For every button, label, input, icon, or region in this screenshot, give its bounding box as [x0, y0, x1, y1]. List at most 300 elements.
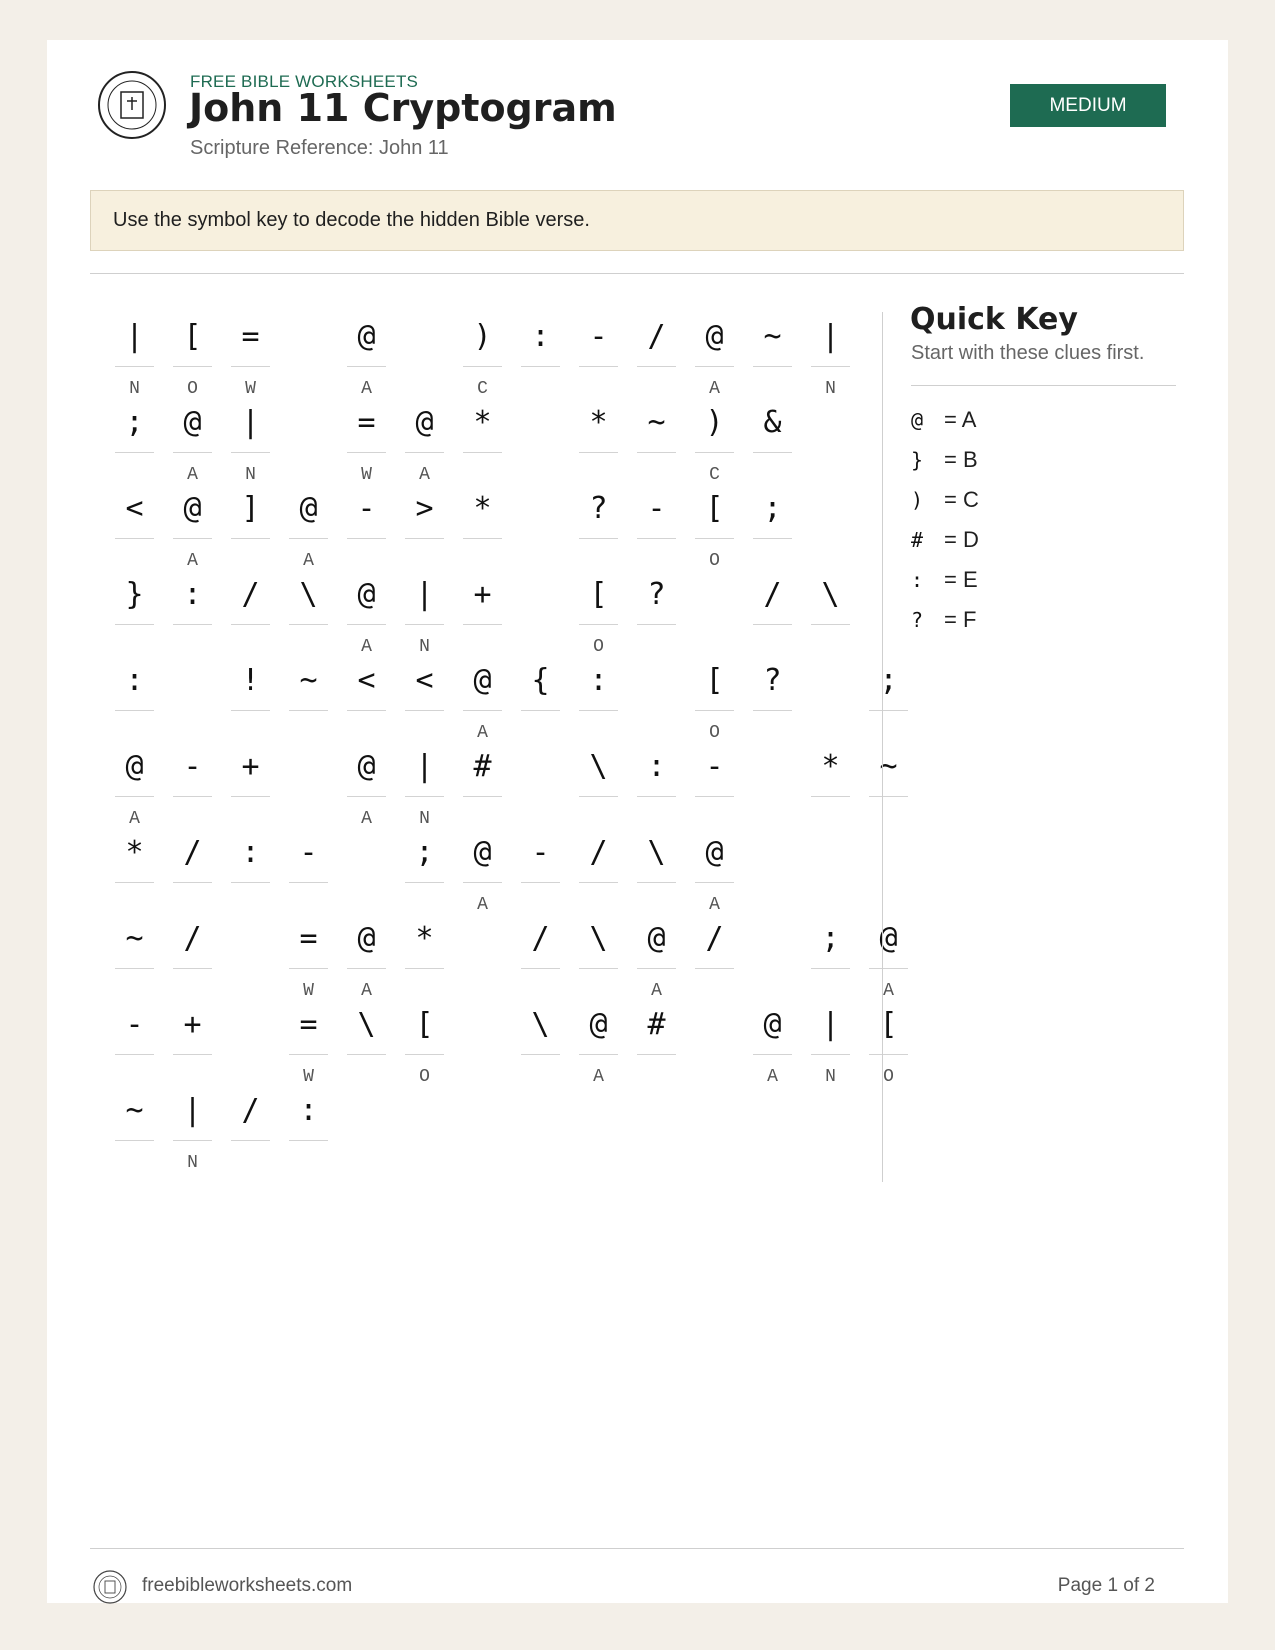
- answer-blank[interactable]: [405, 624, 444, 625]
- answer-blank[interactable]: [405, 796, 444, 797]
- cipher-cell: [869, 738, 927, 824]
- answer-blank[interactable]: [173, 968, 212, 969]
- answer-blank[interactable]: [231, 710, 270, 711]
- answer-blank[interactable]: [463, 882, 502, 883]
- cipher-symbol: =: [357, 405, 376, 440]
- cipher-symbol: /: [241, 577, 260, 612]
- cipher-symbol: @: [357, 921, 376, 956]
- answer-blank[interactable]: [231, 624, 270, 625]
- cipher-symbol: +: [241, 749, 260, 784]
- cryptogram-row: [115, 480, 815, 571]
- answer-blank[interactable]: [405, 882, 444, 883]
- cipher-symbol: [: [705, 663, 724, 698]
- cipher-symbol: <: [415, 663, 434, 698]
- cipher-cell: [521, 308, 579, 394]
- cipher-symbol: ~: [763, 319, 782, 354]
- answer-blank[interactable]: [289, 1140, 328, 1141]
- key-value: = C: [944, 487, 979, 512]
- cipher-symbol: \: [531, 1007, 550, 1042]
- cipher-cell: [231, 308, 289, 399]
- scripture-reference: Scripture Reference: John 11: [190, 137, 449, 159]
- cryptogram-row: [115, 910, 898, 1001]
- answer-blank[interactable]: [869, 1054, 908, 1055]
- cipher-symbol: ?: [647, 577, 666, 612]
- answer-blank[interactable]: [521, 710, 560, 711]
- cipher-cell: [695, 308, 753, 399]
- answer-blank[interactable]: [753, 366, 792, 367]
- answer-blank[interactable]: [463, 366, 502, 367]
- answer-blank[interactable]: [231, 796, 270, 797]
- cipher-symbol: /: [183, 921, 202, 956]
- answer-blank[interactable]: [173, 624, 212, 625]
- quick-key-item: [911, 400, 979, 440]
- cryptogram-row: [115, 308, 840, 399]
- cipher-cell: [753, 308, 811, 394]
- answer-blank[interactable]: [289, 538, 328, 539]
- cipher-symbol: !: [241, 663, 260, 698]
- cipher-cell: [231, 738, 289, 824]
- cipher-cell: [173, 824, 231, 910]
- answer-blank[interactable]: [231, 538, 270, 539]
- cipher-cell: [231, 394, 289, 485]
- cipher-symbol: @: [589, 1007, 608, 1042]
- answer-blank[interactable]: [289, 624, 328, 625]
- answer-blank[interactable]: [695, 968, 734, 969]
- cipher-cell: [347, 738, 405, 829]
- cipher-symbol: -: [589, 319, 608, 354]
- answer-blank[interactable]: [173, 452, 212, 453]
- hint-letter: W: [245, 379, 256, 399]
- cipher-symbol: ~: [647, 405, 666, 440]
- answer-blank[interactable]: [753, 1054, 792, 1055]
- hint-letter: A: [477, 895, 488, 915]
- hint-letter: O: [883, 1067, 894, 1087]
- cipher-symbol: @: [705, 319, 724, 354]
- cipher-cell: [521, 910, 579, 996]
- hint-letter: A: [361, 981, 372, 1001]
- answer-blank[interactable]: [405, 538, 444, 539]
- cipher-cell: [231, 652, 289, 738]
- cipher-symbol: [: [705, 491, 724, 526]
- cipher-cell: [695, 738, 753, 824]
- cipher-symbol: =: [241, 319, 260, 354]
- worksheet-page: [47, 40, 1228, 1603]
- answer-blank[interactable]: [637, 624, 676, 625]
- cipher-cell: [579, 738, 637, 824]
- answer-blank[interactable]: [115, 452, 154, 453]
- cipher-symbol: |: [415, 749, 434, 784]
- answer-blank[interactable]: [115, 710, 154, 711]
- cipher-cell: [463, 824, 521, 915]
- answer-blank[interactable]: [579, 538, 618, 539]
- hint-letter: O: [709, 551, 720, 571]
- cipher-cell: [115, 910, 173, 996]
- answer-blank[interactable]: [695, 538, 734, 539]
- bible-worksheets-logo: [97, 70, 167, 140]
- answer-blank[interactable]: [579, 882, 618, 883]
- hint-letter: A: [361, 379, 372, 399]
- cipher-symbol: }: [125, 577, 144, 612]
- cipher-symbol: |: [415, 577, 434, 612]
- answer-blank[interactable]: [521, 968, 560, 969]
- cipher-cell: [347, 308, 405, 399]
- answer-blank[interactable]: [637, 366, 676, 367]
- answer-blank[interactable]: [753, 452, 792, 453]
- cipher-symbol: \: [589, 921, 608, 956]
- answer-blank[interactable]: [521, 366, 560, 367]
- answer-blank[interactable]: [579, 366, 618, 367]
- key-symbol: }: [911, 448, 924, 472]
- answer-blank[interactable]: [463, 796, 502, 797]
- answer-blank[interactable]: [115, 538, 154, 539]
- answer-blank[interactable]: [115, 1054, 154, 1055]
- cipher-cell: [579, 996, 637, 1087]
- cipher-symbol: *: [415, 921, 434, 956]
- cipher-cell: [231, 824, 289, 910]
- answer-blank[interactable]: [347, 366, 386, 367]
- cipher-symbol: @: [879, 921, 898, 956]
- cipher-symbol: /: [531, 921, 550, 956]
- hint-letter: N: [825, 379, 836, 399]
- answer-blank[interactable]: [695, 710, 734, 711]
- cipher-cell: [115, 1082, 173, 1168]
- cipher-cell: [521, 996, 579, 1082]
- cipher-cell: [231, 480, 289, 566]
- answer-blank[interactable]: [347, 710, 386, 711]
- answer-blank[interactable]: [811, 624, 850, 625]
- cipher-cell: [405, 996, 463, 1087]
- cipher-symbol: ;: [125, 405, 144, 440]
- cipher-symbol: {: [531, 663, 550, 698]
- hint-letter: A: [709, 895, 720, 915]
- cipher-cell: [811, 566, 869, 652]
- cipher-symbol: =: [299, 1007, 318, 1042]
- answer-blank[interactable]: [695, 452, 734, 453]
- cipher-symbol: @: [357, 577, 376, 612]
- answer-blank[interactable]: [521, 1054, 560, 1055]
- answer-blank[interactable]: [173, 882, 212, 883]
- cryptogram-row: [115, 566, 840, 657]
- cipher-cell: [869, 996, 927, 1087]
- answer-blank[interactable]: [637, 796, 676, 797]
- cipher-symbol: =: [299, 921, 318, 956]
- cipher-cell: [231, 1082, 289, 1168]
- cipher-symbol: ): [473, 319, 492, 354]
- answer-blank[interactable]: [811, 366, 850, 367]
- cipher-cell: [637, 738, 695, 824]
- answer-blank[interactable]: [405, 968, 444, 969]
- cipher-symbol: @: [763, 1007, 782, 1042]
- cipher-symbol: <: [125, 491, 144, 526]
- cipher-symbol: *: [473, 491, 492, 526]
- hint-letter: N: [187, 1153, 198, 1173]
- cipher-cell: [753, 480, 811, 566]
- cryptogram-row: [115, 652, 898, 743]
- cipher-cell: [579, 566, 637, 657]
- answer-blank[interactable]: [695, 796, 734, 797]
- hint-letter: A: [361, 809, 372, 829]
- answer-blank[interactable]: [695, 366, 734, 367]
- cipher-cell: [173, 480, 231, 571]
- cipher-symbol: /: [589, 835, 608, 870]
- answer-blank[interactable]: [753, 624, 792, 625]
- answer-blank[interactable]: [869, 968, 908, 969]
- quick-key-item: [911, 600, 979, 640]
- cipher-cell: [811, 308, 869, 399]
- hint-letter: A: [419, 465, 430, 485]
- cipher-symbol: \: [821, 577, 840, 612]
- hint-letter: O: [709, 723, 720, 743]
- cipher-cell: [115, 308, 173, 399]
- cipher-symbol: -: [183, 749, 202, 784]
- answer-blank[interactable]: [231, 1140, 270, 1141]
- cipher-cell: [753, 566, 811, 652]
- hint-letter: N: [129, 379, 140, 399]
- cipher-symbol: @: [357, 319, 376, 354]
- footer-site[interactable]: freebibleworksheets.com: [142, 1575, 353, 1596]
- quick-key-title: Quick Key: [910, 302, 1078, 337]
- hint-letter: N: [825, 1067, 836, 1087]
- cipher-symbol: -: [125, 1007, 144, 1042]
- cipher-symbol: [: [183, 319, 202, 354]
- answer-blank[interactable]: [347, 968, 386, 969]
- answer-blank[interactable]: [289, 882, 328, 883]
- answer-blank[interactable]: [811, 796, 850, 797]
- answer-blank[interactable]: [579, 710, 618, 711]
- hint-letter: A: [651, 981, 662, 1001]
- cipher-symbol: \: [299, 577, 318, 612]
- answer-blank[interactable]: [753, 710, 792, 711]
- answer-blank[interactable]: [115, 366, 154, 367]
- hint-letter: A: [361, 637, 372, 657]
- cipher-symbol: ;: [821, 921, 840, 956]
- answer-blank[interactable]: [289, 1054, 328, 1055]
- answer-blank[interactable]: [173, 1140, 212, 1141]
- hint-letter: O: [419, 1067, 430, 1087]
- quick-key-subtitle: Start with these clues first.: [911, 342, 1145, 364]
- cipher-cell: [579, 480, 637, 566]
- cipher-symbol: @: [473, 663, 492, 698]
- cipher-symbol: ?: [589, 491, 608, 526]
- key-symbol: #: [911, 528, 924, 552]
- answer-blank[interactable]: [579, 624, 618, 625]
- answer-blank[interactable]: [869, 796, 908, 797]
- cryptogram-row: [115, 824, 815, 915]
- answer-blank[interactable]: [289, 710, 328, 711]
- cipher-cell: [463, 480, 521, 566]
- answer-blank[interactable]: [869, 710, 908, 711]
- cipher-cell: [405, 652, 463, 738]
- key-symbol: :: [911, 568, 924, 592]
- answer-blank[interactable]: [347, 452, 386, 453]
- cipher-symbol: @: [647, 921, 666, 956]
- answer-blank[interactable]: [811, 968, 850, 969]
- hint-letter: C: [709, 465, 720, 485]
- cipher-cell: [289, 910, 347, 1001]
- hint-letter: A: [187, 465, 198, 485]
- answer-blank[interactable]: [173, 796, 212, 797]
- answer-blank[interactable]: [173, 366, 212, 367]
- cipher-cell: [115, 824, 173, 910]
- cipher-symbol: @: [705, 835, 724, 870]
- hint-letter: A: [593, 1067, 604, 1087]
- cipher-symbol: ~: [125, 1093, 144, 1128]
- answer-blank[interactable]: [463, 538, 502, 539]
- cipher-symbol: @: [125, 749, 144, 784]
- answer-blank[interactable]: [637, 1054, 676, 1055]
- cipher-cell: [463, 738, 521, 824]
- answer-blank[interactable]: [579, 796, 618, 797]
- header-divider: [90, 273, 1184, 274]
- key-value: = E: [944, 567, 978, 592]
- cipher-symbol: *: [125, 835, 144, 870]
- cipher-symbol: |: [125, 319, 144, 354]
- key-symbol: ?: [911, 608, 924, 632]
- footer-logo: [93, 1570, 127, 1604]
- answer-blank[interactable]: [463, 452, 502, 453]
- answer-blank[interactable]: [347, 796, 386, 797]
- cipher-cell: [637, 480, 695, 566]
- cipher-symbol: @: [183, 491, 202, 526]
- cipher-cell: [405, 480, 463, 566]
- cipher-cell: [579, 308, 637, 394]
- cipher-cell: [463, 308, 521, 399]
- answer-blank[interactable]: [115, 968, 154, 969]
- cipher-cell: [173, 566, 231, 652]
- answer-blank[interactable]: [173, 538, 212, 539]
- cipher-symbol: *: [589, 405, 608, 440]
- cipher-cell: [695, 910, 753, 996]
- answer-blank[interactable]: [811, 1054, 850, 1055]
- cipher-cell: [289, 996, 347, 1087]
- cryptogram-row: [115, 738, 898, 829]
- answer-blank[interactable]: [579, 968, 618, 969]
- answer-blank[interactable]: [405, 452, 444, 453]
- hint-letter: A: [303, 551, 314, 571]
- cipher-symbol: [: [415, 1007, 434, 1042]
- hint-letter: W: [303, 981, 314, 1001]
- answer-blank[interactable]: [637, 452, 676, 453]
- answer-blank[interactable]: [463, 710, 502, 711]
- cipher-cell: [115, 480, 173, 566]
- answer-blank[interactable]: [753, 538, 792, 539]
- answer-blank[interactable]: [521, 882, 560, 883]
- answer-blank[interactable]: [347, 538, 386, 539]
- cipher-symbol: -: [531, 835, 550, 870]
- cipher-symbol: /: [763, 577, 782, 612]
- quick-key-divider: [911, 385, 1176, 386]
- answer-blank[interactable]: [637, 538, 676, 539]
- answer-blank[interactable]: [289, 968, 328, 969]
- quick-key-item: [911, 440, 979, 480]
- cipher-symbol: <: [357, 663, 376, 698]
- cipher-cell: [463, 652, 521, 743]
- cipher-cell: [173, 738, 231, 824]
- answer-blank[interactable]: [405, 710, 444, 711]
- page-title: John 11 Cryptogram: [189, 86, 617, 130]
- cipher-symbol: /: [647, 319, 666, 354]
- hint-letter: N: [419, 809, 430, 829]
- brand-label: FREE BIBLE WORKSHEETS: [190, 72, 419, 91]
- answer-blank[interactable]: [579, 452, 618, 453]
- answer-blank[interactable]: [579, 1054, 618, 1055]
- cipher-symbol: @: [415, 405, 434, 440]
- quick-key-list: [911, 400, 979, 640]
- cipher-cell: [579, 910, 637, 996]
- answer-blank[interactable]: [695, 882, 734, 883]
- hint-letter: W: [303, 1067, 314, 1087]
- answer-blank[interactable]: [115, 882, 154, 883]
- cipher-symbol: >: [415, 491, 434, 526]
- cipher-cell: [347, 480, 405, 566]
- cipher-cell: [579, 652, 637, 738]
- cipher-symbol: |: [183, 1093, 202, 1128]
- answer-blank[interactable]: [231, 452, 270, 453]
- cipher-symbol: :: [241, 835, 260, 870]
- cipher-cell: [173, 910, 231, 996]
- instruction-box: [90, 190, 1184, 251]
- cipher-cell: [463, 394, 521, 480]
- cipher-symbol: :: [647, 749, 666, 784]
- cipher-symbol: -: [299, 835, 318, 870]
- answer-blank[interactable]: [463, 624, 502, 625]
- cipher-cell: [289, 824, 347, 910]
- cipher-symbol: |: [821, 1007, 840, 1042]
- cipher-symbol: |: [241, 405, 260, 440]
- answer-blank[interactable]: [405, 1054, 444, 1055]
- cipher-cell: [405, 566, 463, 657]
- cryptogram-grid: [115, 308, 898, 1173]
- answer-blank[interactable]: [637, 968, 676, 969]
- key-value: = B: [944, 447, 978, 472]
- answer-blank[interactable]: [115, 1140, 154, 1141]
- cipher-symbol: ]: [241, 491, 260, 526]
- cipher-cell: [231, 566, 289, 652]
- answer-blank[interactable]: [347, 624, 386, 625]
- answer-blank[interactable]: [347, 1054, 386, 1055]
- hint-letter: N: [245, 465, 256, 485]
- answer-blank[interactable]: [231, 366, 270, 367]
- cipher-cell: [289, 480, 347, 571]
- cipher-symbol: :: [589, 663, 608, 698]
- hint-letter: N: [419, 637, 430, 657]
- answer-blank[interactable]: [115, 624, 154, 625]
- cipher-symbol: :: [183, 577, 202, 612]
- hint-letter: A: [187, 551, 198, 571]
- cipher-symbol: @: [299, 491, 318, 526]
- key-symbol: ): [911, 488, 924, 512]
- cipher-cell: [173, 1082, 231, 1173]
- hint-letter: W: [361, 465, 372, 485]
- cipher-cell: [405, 824, 463, 910]
- column-divider: [882, 312, 883, 1182]
- cipher-cell: [753, 652, 811, 738]
- cipher-cell: [289, 652, 347, 738]
- cipher-cell: [347, 996, 405, 1082]
- answer-blank[interactable]: [637, 882, 676, 883]
- cipher-symbol: :: [125, 663, 144, 698]
- answer-blank[interactable]: [115, 796, 154, 797]
- hint-letter: A: [477, 723, 488, 743]
- answer-blank[interactable]: [231, 882, 270, 883]
- cipher-cell: [347, 394, 405, 485]
- cipher-symbol: ?: [763, 663, 782, 698]
- hint-letter: A: [129, 809, 140, 829]
- hint-letter: A: [767, 1067, 778, 1087]
- cipher-symbol: |: [821, 319, 840, 354]
- answer-blank[interactable]: [173, 1054, 212, 1055]
- cipher-cell: [869, 910, 927, 1001]
